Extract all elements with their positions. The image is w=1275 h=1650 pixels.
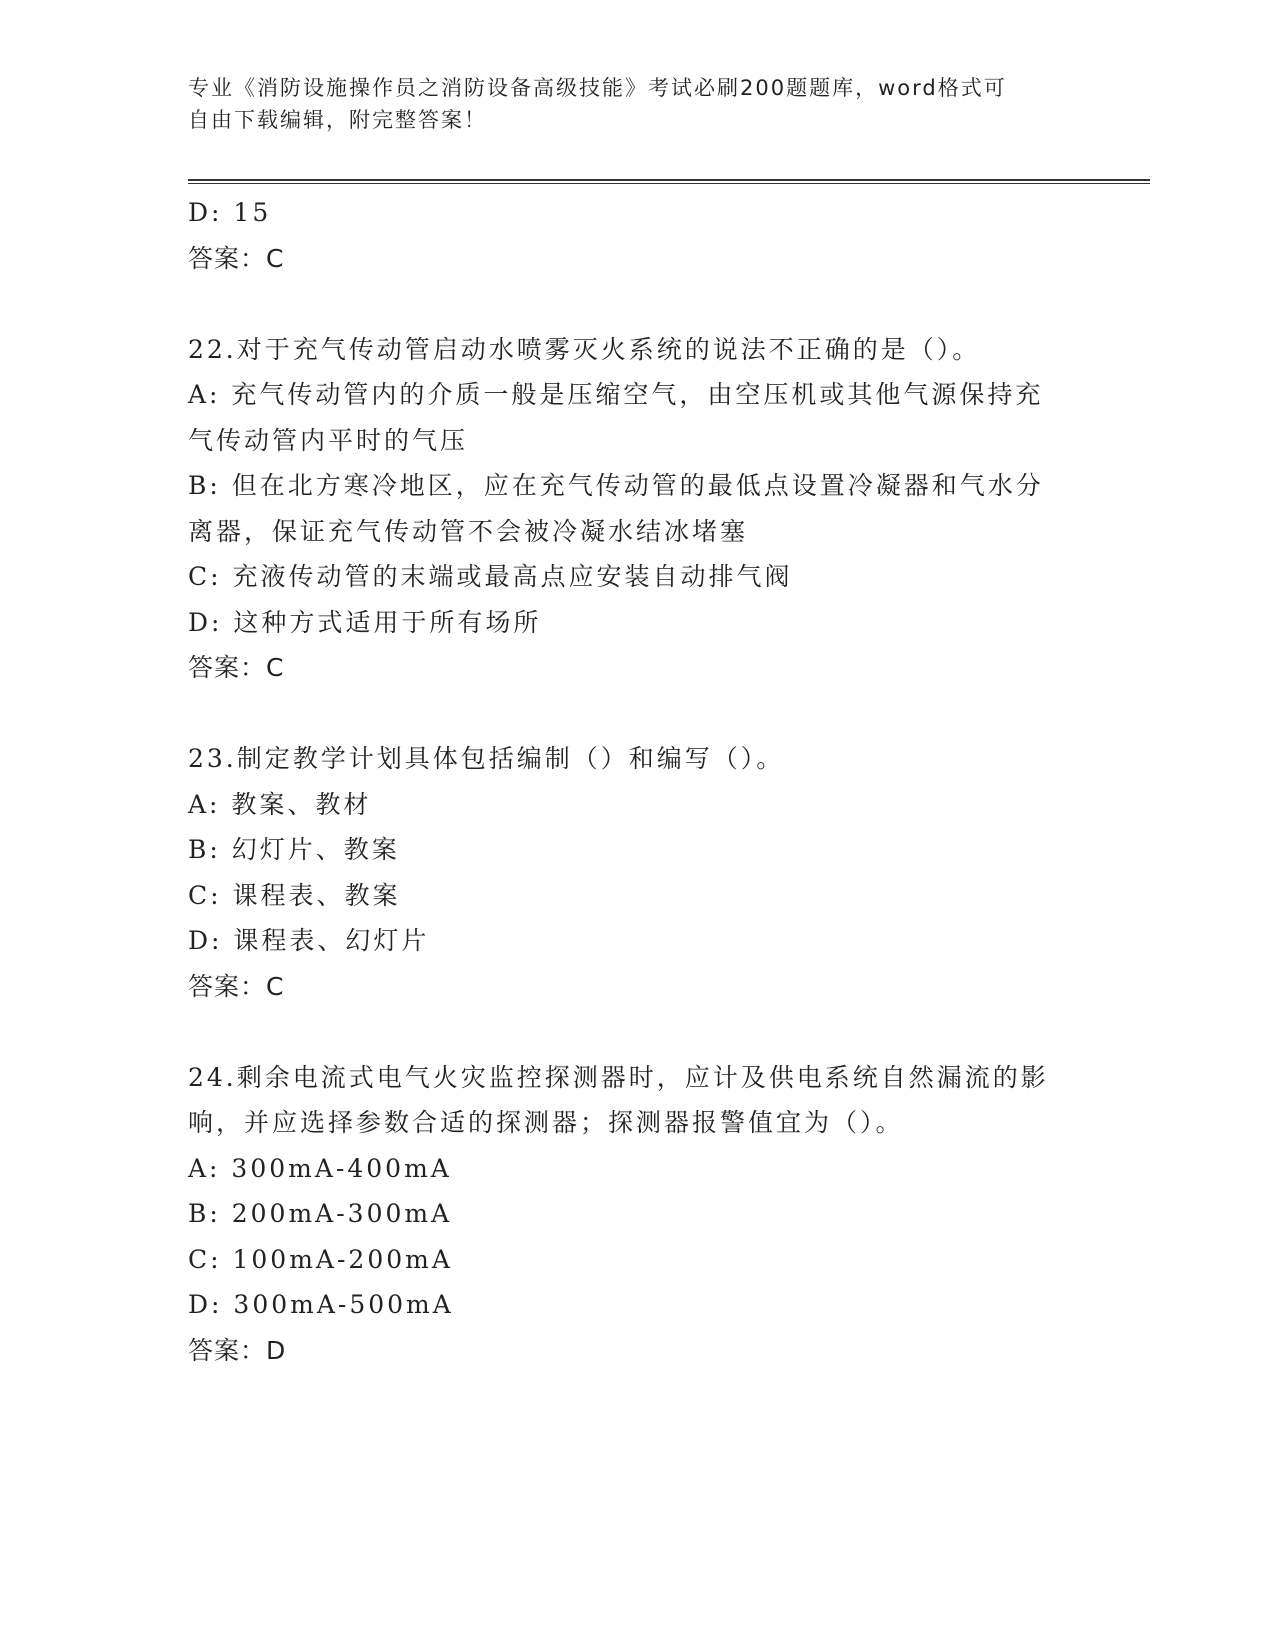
header-rule-thick (188, 179, 1150, 181)
document-body (188, 190, 1088, 1373)
answer: 答案：C (188, 653, 285, 682)
option-d: D: 这种方式适用于所有场所 (188, 607, 542, 637)
question-stem: 22.对于充气传动管启动水喷雾灭火系统的说法不正确的是（）。 (188, 334, 981, 364)
option-a: A: 300mA-400mA (188, 1153, 452, 1183)
option-c: C: 充液传动管的末端或最高点应安装自动排气阀 (188, 562, 793, 591)
question-24 (188, 1055, 1088, 1374)
answer: 答案：C (188, 971, 285, 1001)
header-line-2: 自由下载编辑，附完整答案！ (188, 108, 487, 132)
document-header (188, 72, 1088, 136)
question-stem: 24.剩余电流式电气火灾监控探测器时，应计及供电系统自然漏流的影 (188, 1062, 1049, 1092)
question-stem: 23.制定教学计划具体包括编制（）和编写（）。 (188, 744, 785, 773)
option-c: C: 课程表、教案 (188, 880, 401, 910)
question-stem-cont: 响，并应选择参数合适的探测器；探测器报警值宜为（）。 (188, 1108, 904, 1137)
prev-option-d: D: 15 (188, 198, 272, 227)
answer: 答案：D (188, 1335, 287, 1365)
option-b-cont: 离器，保证充气传动管不会被冷凝水结冰堵塞 (188, 516, 749, 546)
prev-answer: 答案：C (188, 243, 285, 273)
option-b: B: 但在北方寒冷地区，应在充气传动管的最低点设置冷凝器和气水分 (188, 471, 1044, 500)
question-22 (188, 327, 1088, 691)
option-a: A: 充气传动管内的介质一般是压缩空气，由空压机或其他气源保持充 (188, 380, 1044, 409)
option-d: D: 300mA-500mA (188, 1290, 454, 1319)
option-a-cont: 气传动管内平时的气压 (188, 425, 469, 455)
header-rule-thin (188, 183, 1150, 184)
option-c: C: 100mA-200mA (188, 1244, 453, 1274)
question-23 (188, 736, 1088, 1009)
option-d: D: 课程表、幻灯片 (188, 926, 430, 955)
option-b: B: 200mA-300mA (188, 1199, 453, 1228)
option-a: A: 教案、教材 (188, 789, 372, 819)
header-line-1: 专业《消防设施操作员之消防设备高级技能》考试必刷200题题库，word格式可 (188, 76, 1007, 100)
option-b: B: 幻灯片、教案 (188, 835, 400, 864)
